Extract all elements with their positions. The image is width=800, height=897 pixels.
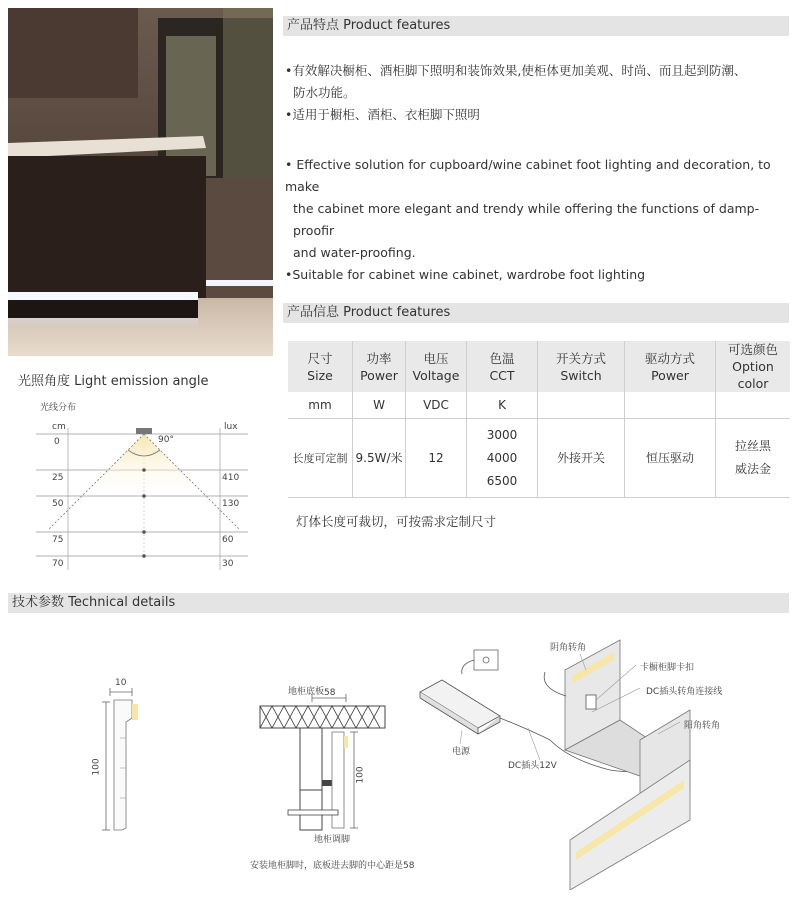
tech-section-header xyxy=(8,593,789,613)
label-dc-plug: DC插头12V xyxy=(508,761,557,771)
mounting-drawing xyxy=(240,680,420,880)
mount-bottom-label: 地柜调脚 xyxy=(314,835,351,845)
col-power: 功率 Power xyxy=(353,341,406,392)
features-list xyxy=(285,60,795,286)
unit-power: W xyxy=(353,392,406,419)
emission-chart-label: 光线分布 xyxy=(40,403,77,413)
feature-line: •Suitable for cabinet wine cabinet, wardrobe foot lighting xyxy=(285,267,646,282)
unit-cct: K xyxy=(467,392,538,419)
value-voltage: 12 xyxy=(406,419,467,498)
distance-tick: 75 xyxy=(52,535,64,545)
lux-tick: 60 xyxy=(222,535,234,545)
label-outer-corner: 阴角转角 xyxy=(550,643,587,653)
feature-line: • Effective solution for cupboard/wine cabinet foot lighting and decoration, to make xyxy=(285,157,771,194)
spec-values-row xyxy=(288,419,790,498)
lux-tick: 30 xyxy=(222,559,234,569)
mount-top-label: 地柜底板 xyxy=(288,687,325,697)
feature-line: •有效解决橱柜、酒柜脚下照明和装饰效果,使柜体更加美观、时尚、而且起到防潮、 xyxy=(285,63,747,78)
label-dc-connector: DC插头转角连接线 xyxy=(646,687,723,697)
emission-diagram xyxy=(28,398,248,578)
unit-size: mm xyxy=(288,392,353,419)
label-inner-corner: 阳角转角 xyxy=(684,721,721,731)
unit-cm: cm xyxy=(52,422,66,432)
spec-units-row xyxy=(288,392,790,419)
label-power: 电源 xyxy=(452,747,471,757)
feature-line: the cabinet more elegant and trendy while offering the functions of damp-proofir xyxy=(293,201,760,238)
spec-table xyxy=(288,341,790,498)
col-size: 尺寸 Size xyxy=(288,341,353,392)
distance-tick: 50 xyxy=(52,499,64,509)
product-photo xyxy=(8,8,273,356)
tech-section-title: 技术参数 Technical details xyxy=(12,595,176,610)
angle-label: 90° xyxy=(158,435,174,445)
length-note: 灯体长度可裁切，可按需求定制尺寸 xyxy=(296,514,497,529)
mount-width-label: 58 xyxy=(324,688,336,698)
features-section-header xyxy=(283,16,789,36)
profile-height-label: 100 xyxy=(91,758,102,776)
value-power: 9.5W/米 xyxy=(353,419,406,498)
distance-tick: 25 xyxy=(52,473,64,483)
info-section-header xyxy=(283,303,789,323)
col-cct: 色温 CCT xyxy=(467,341,538,392)
col-drive: 驱动方式 Power xyxy=(625,341,716,392)
spec-header-row xyxy=(288,341,790,392)
col-switch: 开关方式 Switch xyxy=(538,341,625,392)
emission-title: 光照角度 Light emission angle xyxy=(18,374,209,389)
value-drive: 恒压驱动 xyxy=(625,419,716,498)
unit-color xyxy=(716,392,791,419)
distance-tick: 0 xyxy=(54,437,60,447)
distance-tick: 70 xyxy=(52,559,64,569)
profile-width-label: 10 xyxy=(115,678,127,688)
mount-height-label: 100 xyxy=(355,766,366,784)
feature-line: and water-proofing. xyxy=(293,245,416,260)
value-colors: 拉丝黑 威法金 xyxy=(716,419,791,498)
mount-caption: 安装地柜脚时，底板进去脚的中心距是58 xyxy=(250,861,415,871)
features-section-title: 产品特点 Product features xyxy=(287,18,451,33)
lux-tick: 130 xyxy=(222,499,240,509)
unit-voltage: VDC xyxy=(406,392,467,419)
label-clip: 卡橱柜脚卡扣 xyxy=(640,663,695,673)
unit-lux: lux xyxy=(224,422,238,432)
col-color: 可选颜色 Option color xyxy=(716,341,791,392)
lux-tick: 410 xyxy=(222,473,240,483)
value-size: 长度可定制 xyxy=(288,419,353,498)
feature-line: 防水功能。 xyxy=(293,85,356,100)
unit-switch xyxy=(538,392,625,419)
feature-line: •适用于橱柜、酒柜、衣柜脚下照明 xyxy=(285,107,480,122)
profile-drawing xyxy=(90,678,150,838)
value-cct: 3000 4000 6500 xyxy=(467,419,538,498)
installation-diagram xyxy=(400,620,795,890)
unit-drive xyxy=(625,392,716,419)
col-voltage: 电压 Voltage xyxy=(406,341,467,392)
info-section-title: 产品信息 Product features xyxy=(287,305,451,320)
value-switch: 外接开关 xyxy=(538,419,625,498)
